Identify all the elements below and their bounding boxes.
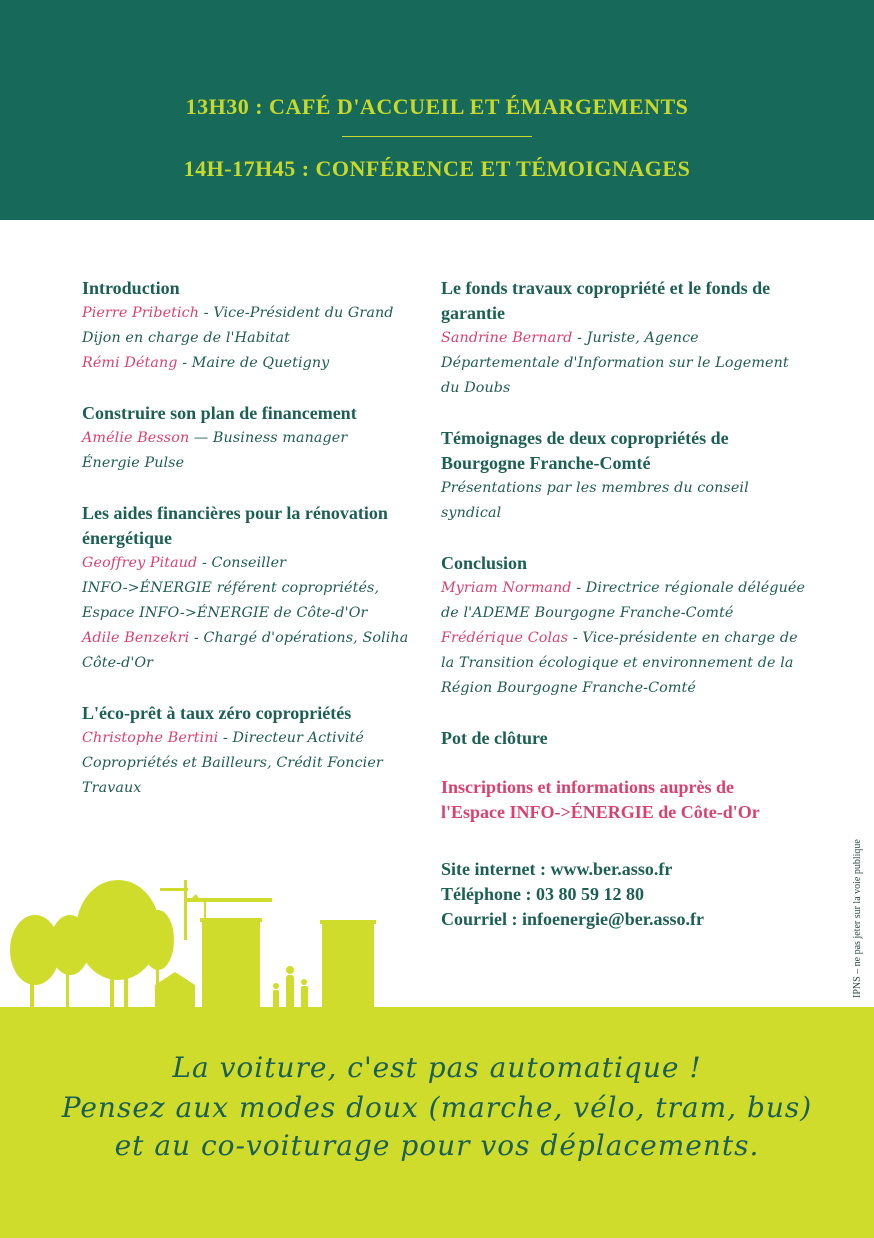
speaker-role: - Maire de Quetigny bbox=[177, 355, 330, 371]
tree-trunk bbox=[124, 960, 128, 1010]
speaker-role: - Juriste, Agence bbox=[572, 330, 699, 346]
speaker-line bbox=[82, 726, 432, 751]
building-left-roof bbox=[200, 918, 262, 922]
crane-counter-jib bbox=[160, 888, 188, 891]
section-title: Construire son plan de financement bbox=[82, 403, 357, 423]
section-pot-cloture bbox=[441, 726, 836, 751]
header-banner bbox=[0, 0, 874, 220]
section-title: Le fonds travaux copropriété et le fonds de bbox=[441, 278, 771, 298]
contact-email: Courriel : infoenergie@ber.asso.fr bbox=[441, 909, 705, 929]
speaker-name: Myriam Normand bbox=[441, 580, 572, 596]
speaker-line bbox=[441, 326, 836, 351]
speaker-role: - Chargé d'opérations, Soliha bbox=[189, 630, 409, 646]
building-right-roof bbox=[320, 920, 376, 924]
inscriptions-block bbox=[441, 775, 836, 825]
speaker-line: de l'ADEME Bourgogne Franche-Comté bbox=[441, 605, 734, 621]
section-conclusion bbox=[441, 551, 836, 701]
speaker-line: du Doubs bbox=[441, 380, 511, 396]
contact-phone: Téléphone : 03 80 59 12 80 bbox=[441, 884, 645, 904]
section-title-cont: Bourgogne Franche-Comté bbox=[441, 453, 651, 473]
city-silhouette-illustration bbox=[0, 870, 430, 1010]
speaker-line bbox=[82, 426, 432, 451]
speaker-role: - Conseiller bbox=[197, 555, 287, 571]
section-title: L'éco-prêt à taux zéro copropriétés bbox=[82, 703, 352, 723]
contact-block bbox=[441, 857, 836, 932]
speaker-line: Départementale d'Information sur le Logement bbox=[441, 355, 789, 371]
tree-trunk bbox=[66, 965, 69, 1010]
footer-banner bbox=[0, 1007, 874, 1238]
section-temoignages bbox=[441, 426, 836, 526]
speaker-name: Pierre Pribetich bbox=[82, 305, 200, 321]
person-body bbox=[286, 975, 294, 1010]
speaker-line bbox=[82, 301, 432, 326]
inscriptions-line: Inscriptions et informations auprès de bbox=[441, 777, 735, 797]
speaker-role: - Vice-Président du Grand bbox=[199, 305, 394, 321]
speaker-line: Travaux bbox=[82, 780, 142, 796]
crane-truss bbox=[186, 894, 272, 902]
building-left bbox=[202, 920, 260, 1010]
section-fonds-travaux bbox=[441, 276, 836, 401]
speaker-name: Adile Benzekri bbox=[82, 630, 190, 646]
speaker-role: - Vice-présidente en charge de bbox=[568, 630, 798, 646]
building-right bbox=[322, 922, 374, 1010]
speaker-line bbox=[82, 551, 432, 576]
schedule-welcome: 13H30 : CAFÉ D'ACCUEIL ET ÉMARGEMENTS bbox=[185, 94, 689, 119]
speaker-name: Rémi Détang bbox=[82, 355, 178, 371]
small-house bbox=[155, 972, 195, 1010]
description-line: Présentations par les membres du conseil bbox=[441, 480, 749, 496]
person-head bbox=[286, 966, 294, 974]
tree-trunk bbox=[156, 960, 159, 1010]
slogan-line-3: et au co-voiturage pour vos déplacements. bbox=[114, 1129, 760, 1162]
speaker-line: Dijon en charge de l'Habitat bbox=[82, 330, 290, 346]
ipns-note: IPNS – ne pas jeter sur la voie publique bbox=[852, 839, 863, 998]
speaker-role: - Directrice régionale déléguée bbox=[571, 580, 806, 596]
schedule-conference: 14H-17H45 : CONFÉRENCE ET TÉMOIGNAGES bbox=[183, 156, 691, 181]
speaker-name: Sandrine Bernard bbox=[441, 330, 573, 346]
description-line: syndical bbox=[441, 505, 502, 521]
slogan-line-2: Pensez aux modes doux (marche, vélo, tram, bus) bbox=[61, 1091, 813, 1124]
speaker-name: Frédérique Colas bbox=[441, 630, 569, 646]
section-title-cont: garantie bbox=[441, 303, 505, 323]
speaker-line bbox=[82, 626, 432, 651]
speaker-line bbox=[82, 351, 432, 376]
section-eco-pret bbox=[82, 701, 432, 801]
header-divider bbox=[342, 136, 532, 137]
speaker-line: Région Bourgogne Franche-Comté bbox=[441, 680, 696, 696]
program-right-column bbox=[441, 276, 836, 957]
inscriptions-line: l'Espace INFO->ÉNERGIE de Côte-d'Or bbox=[441, 802, 760, 822]
speaker-name: Christophe Bertini bbox=[82, 730, 219, 746]
section-title: Conclusion bbox=[441, 553, 528, 573]
tree-trunk bbox=[30, 970, 34, 1010]
section-title-cont: énergétique bbox=[82, 528, 172, 548]
section-introduction bbox=[82, 276, 432, 376]
speaker-line: la Transition écologique et environnement de la bbox=[441, 655, 794, 671]
speaker-role: - Directeur Activité bbox=[218, 730, 364, 746]
speaker-line: Énergie Pulse bbox=[82, 455, 185, 471]
speaker-name: Geoffrey Pitaud bbox=[82, 555, 198, 571]
section-title: Pot de clôture bbox=[441, 728, 548, 748]
person-head bbox=[301, 979, 307, 985]
speaker-line: Côte-d'Or bbox=[82, 655, 154, 671]
speaker-line: Espace INFO->ÉNERGIE de Côte-d'Or bbox=[82, 605, 368, 621]
speaker-name: Amélie Besson bbox=[82, 430, 190, 446]
speaker-line bbox=[441, 576, 836, 601]
speaker-line: INFO->ÉNERGIE référent copropriétés, bbox=[82, 580, 380, 596]
slogan-line-1: La voiture, c'est pas automatique ! bbox=[172, 1051, 702, 1084]
child-head bbox=[273, 983, 279, 989]
contact-website: Site internet : www.ber.asso.fr bbox=[441, 859, 673, 879]
section-financing-plan bbox=[82, 401, 432, 476]
program-left-column bbox=[82, 276, 432, 826]
speaker-line: Copropriétés et Bailleurs, Crédit Foncier bbox=[82, 755, 383, 771]
crane-hook-line bbox=[204, 902, 206, 920]
section-title: Les aides financières pour la rénovation bbox=[82, 503, 388, 523]
section-financial-aid bbox=[82, 501, 432, 676]
section-title: Témoignages de deux copropriétés de bbox=[441, 428, 729, 448]
speaker-role: — Business manager bbox=[189, 430, 348, 446]
tree-trunk bbox=[110, 960, 114, 1010]
section-title: Introduction bbox=[82, 278, 180, 298]
speaker-line bbox=[441, 626, 836, 651]
